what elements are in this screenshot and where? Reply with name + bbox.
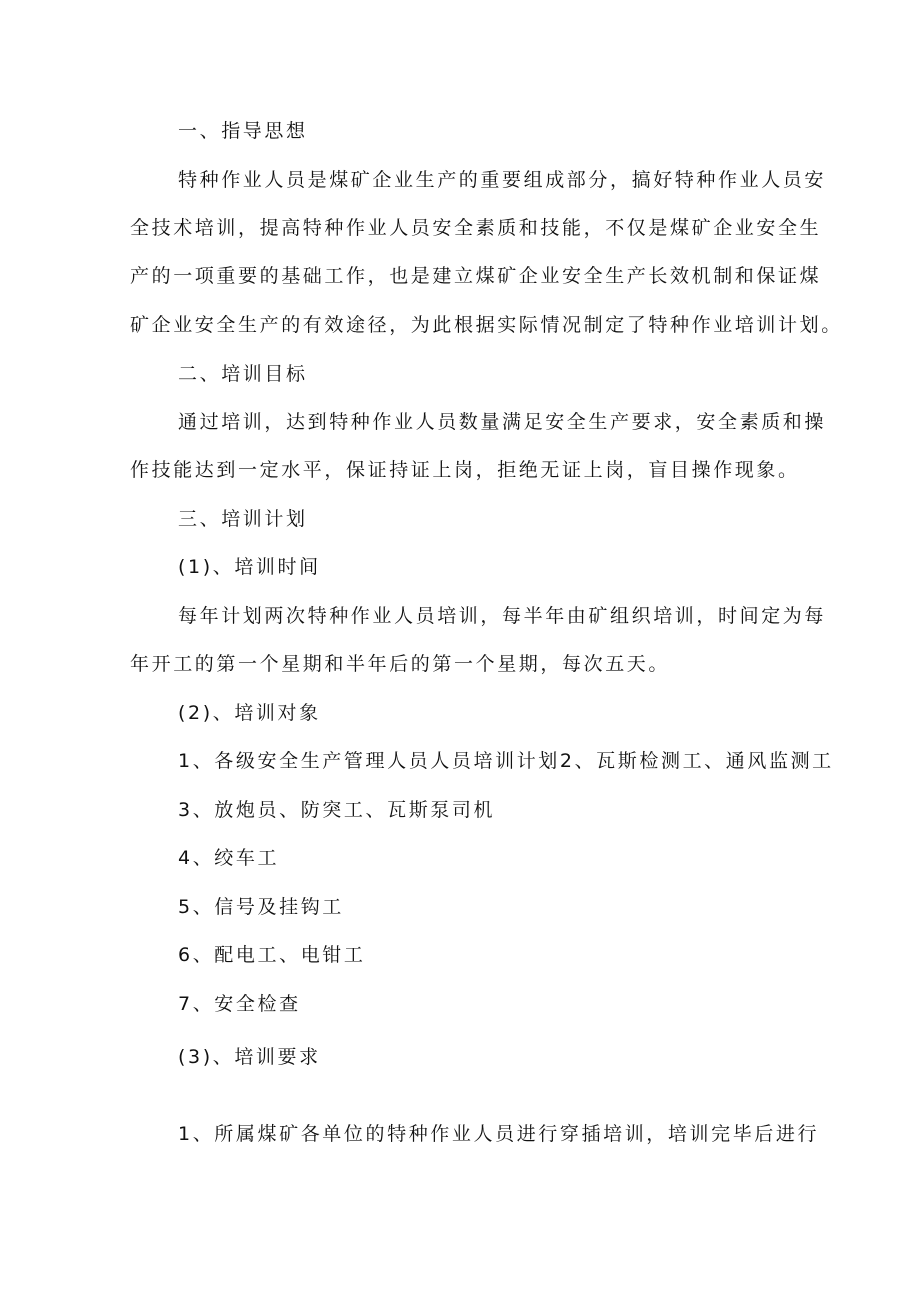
subheading-training-time: (1)、培训时间 (178, 556, 321, 578)
heading-training-goal: 二、培训目标 (178, 363, 308, 385)
list-item: 5、信号及挂钩工 (178, 896, 344, 918)
heading-guiding-thought: 一、指导思想 (178, 120, 308, 142)
subheading-training-targets: (2)、培训对象 (178, 702, 321, 724)
list-item: 4、绞车工 (178, 847, 280, 869)
paragraph-line: 通过培训，达到特种作业人员数量满足安全生产要求，安全素质和操 (178, 411, 827, 433)
list-item: 1、所属煤矿各单位的特种作业人员进行穿插培训，培训完毕后进行 (178, 1123, 820, 1145)
heading-training-plan: 三、培训计划 (178, 508, 308, 530)
paragraph-line: 作技能达到一定水平，保证持证上岗，拒绝无证上岗，盲目操作现象。 (130, 459, 800, 481)
paragraph-line: 年开工的第一个星期和半年后的第一个星期，每次五天。 (130, 653, 671, 675)
subheading-training-requirements: (3)、培训要求 (178, 1046, 321, 1068)
paragraph-line: 特种作业人员是煤矿企业生产的重要组成部分，搞好特种作业人员安 (178, 169, 827, 191)
paragraph-line: 每年计划两次特种作业人员培训，每半年由矿组织培训，时间定为每 (178, 605, 827, 627)
list-item: 6、配电工、电钳工 (178, 944, 366, 966)
list-item: 3、放炮员、防突工、瓦斯泵司机 (178, 799, 496, 821)
paragraph-line: 全技术培训，提高特种作业人员安全素质和技能，不仅是煤矿企业安全生 (130, 217, 822, 239)
paragraph-line: 产的一项重要的基础工作，也是建立煤矿企业安全生产长效机制和保证煤 (130, 265, 822, 287)
paragraph-line: 矿企业安全生产的有效途径，为此根据实际情况制定了特种作业培训计划。 (130, 314, 843, 336)
list-item: 1、各级安全生产管理人员人员培训计划2、瓦斯检测工、通风监测工 (178, 750, 834, 772)
list-item: 7、安全检查 (178, 993, 301, 1015)
